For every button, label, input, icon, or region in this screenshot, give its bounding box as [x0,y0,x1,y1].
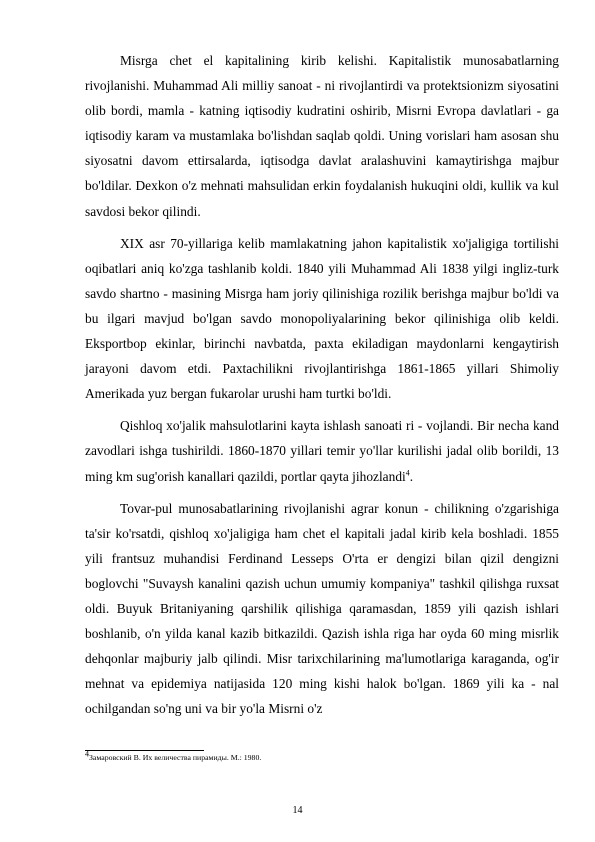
paragraph-3: Qishloq xo'jalik mahsulotlarini kayta ishlash sanoati ri - vojlandi. Bir necha kand zavodlari ishga tushirildi. 1860-1870 yillari temir yo'llar kurilishi jadal olib borildi, 13 ming km sug'orish kanallari qazildi, portlar qayta jihozlandi$^4$. [85,418,559,484]
footnote-divider [85,750,204,751]
paragraph-3-text: Qishloq xo'jalik mahsulotlarini kayta ishlash sanoati ri - vojlandi. Bir necha kand zavodlari ishga tushirildi. 1860-1870 yillari temir yo'llar kurilishi jadal olib borildi, 13 ming km sug'orish kanallari qazildi, portlar qayta jihozlandi [85,418,559,484]
paragraph-1: Misrga chet el kapitalining kirib kelishi. Kapitalistik munosabatlarning rivojlanishi. Muhammad Ali milliy sanoat - ni rivojlantirdi va protektsionizm siyosatini olib bordi, mamla - katning iqtisodiy kudratini oshirib, Misrni Evropa davlatlari - ga iqtisodiy karam va mustamlaka bo'lishdan saqlab qoldi. Uning vorislari ham asosan shu siyosatni davom ettirsalarda, iqtisodga davlat aralashuvini kamaytirishga majbur bo'ldilar. Dexkon o'z mehnati mahsulidan erkin foydalanish hukuqini oldi, kullik va kul savdosi bekor qilindi. [85,53,559,219]
body-text [85,48,559,728]
paragraph-2: XIX asr 70-yillariga kelib mamlakatning jahon kapitalistik xo'jaligiga tortilishi oqibatlari aniq ko'zga tashlanib koldi. 1840 yili Muhammad Ali 1838 yilgi ingliz-turk savdo shartno - masining Misrga ham joriy qilinishiga rozilik berishga majbur bo'ldi va bu ilgari mavjud bo'lgan savdo monopoliyalarining bekor qilinishiga olib keldi. Eksportbop ekinlar, birinchi navbatda, paxta ekiladigan maydonlarni kengaytirish jarayoni davom etdi. Paxtachilikni rivojlantirishga 1861-1865 yillari Shimoliy Amerikada yuz bergan fukarolar urushi ham turtki bo'ldi. [85,235,559,402]
page-number: 14 [292,805,303,816]
footnote-reference[interactable]: 4 [405,468,410,478]
footnote [85,749,559,763]
footnote-number: 4 [85,749,89,759]
paragraph-4: Tovar-pul munosabatlarining rivojlanishi agrar konun - chilikning o'zgarishiga ta'sir ko'rsatdi, qishloq xo'jaligiga ham chet el kapitali jadal kirib kela boshladi. 1855 yili frantsuz muhandisi Ferdinand Lesseps O'rta er dengizi bilan qizil dengizni boglovchi "Suvaysh kanalini qazish uchun umumiy kompaniya" tashkil qilishga ruxsat oldi. Buyuk Britaniyaning qarshilik qilishiga qaramasdan, 1859 yili qazish ishlari boshlanib, o'n yilda kanal kazib bitkazildi. Qazish ishla riga har oyda 60 ming misrlik dehqonlar majburiy jalb qilindi. Misr tarixchilarining ma'lumotlariga karaganda, og'ir mehnat va epidemiya natijasida 120 ming kishi halok bo'lgan. 1869 yili ka - nal ochilgandan so'ng uni va bir yo'la Misrni o'z [85,500,559,717]
footnote-text: Замаровский В. Их величества пирамиды. М.: 1980. [89,753,262,762]
